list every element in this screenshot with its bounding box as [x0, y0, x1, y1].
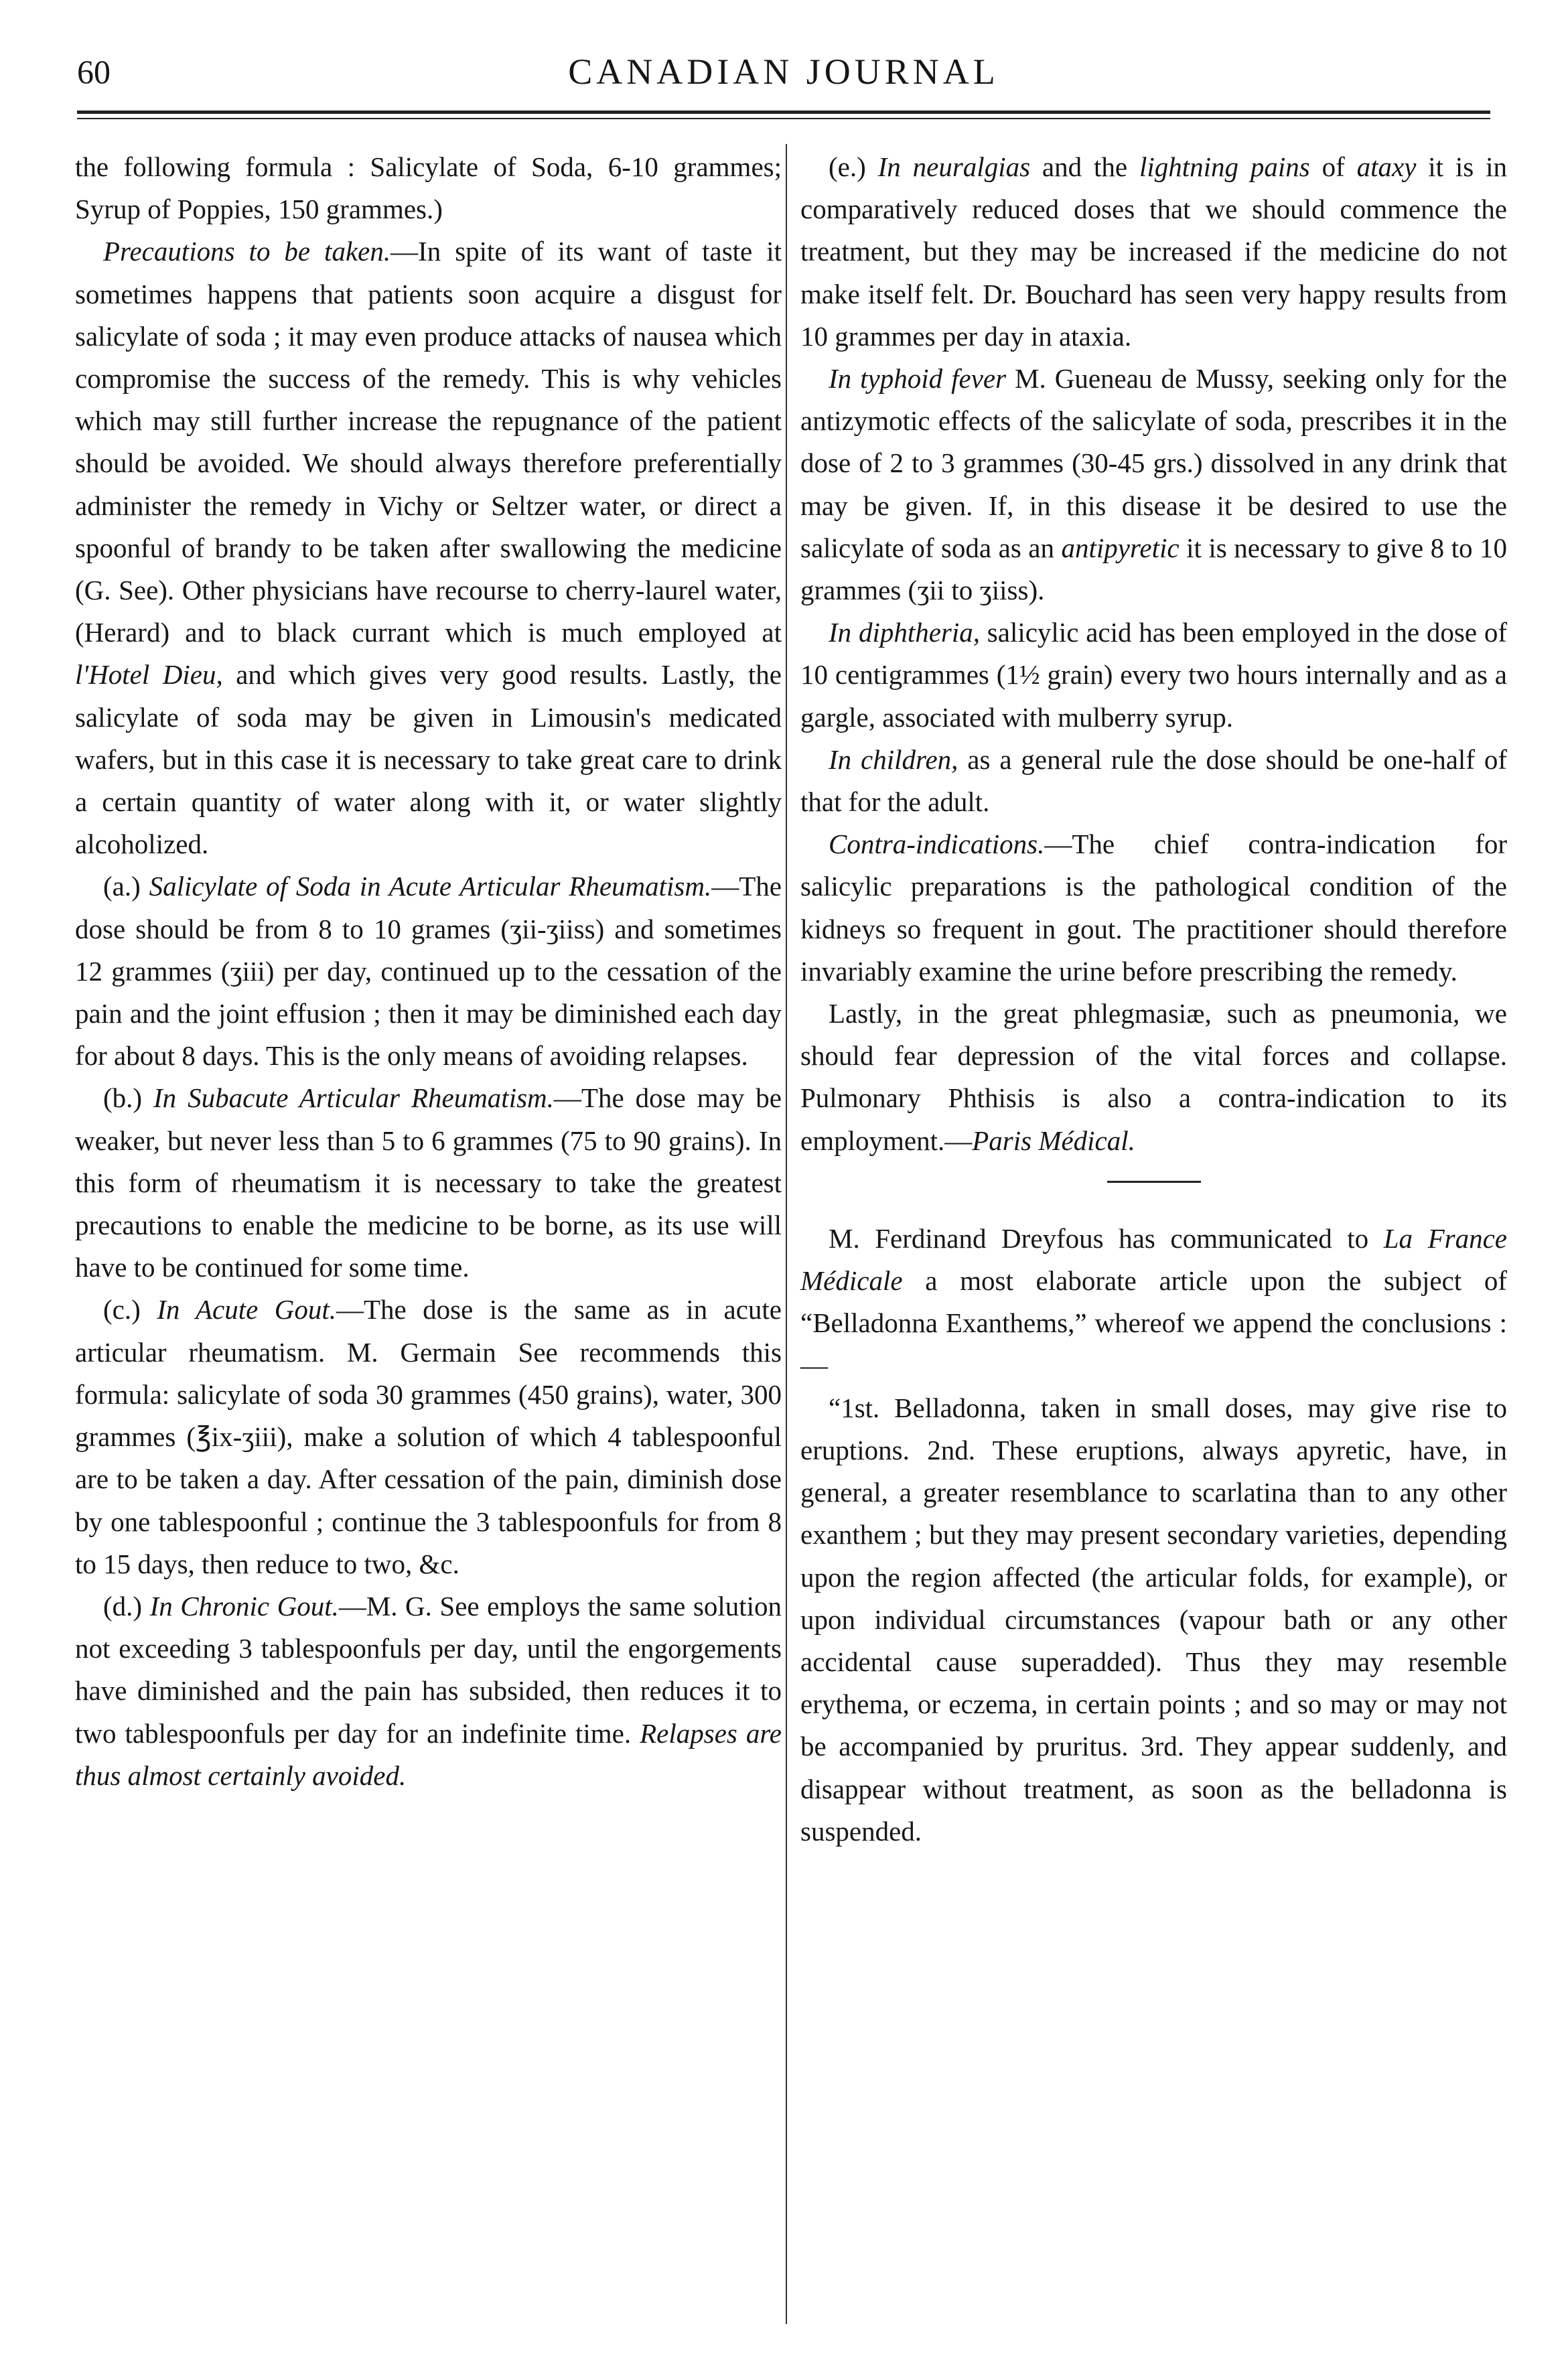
paragraph-text: M. Ferdinand Dreyfous has communicated to — [829, 1222, 1384, 1254]
paragraph-text: and which gives very good results. Lastly, the salicylate of soda may be given in Limousin's medicated wafers, but in this case it is necessary to take great care to drink a certain quantity of water along with it, or water slightly alcoholized. — [75, 659, 782, 860]
paragraph-text: “1st. Belladonna, taken in small doses, may give rise to eruptions. 2nd. These eruptions, always apyretic, have, in general, a greater resemblance to scarlatina than to any other exanthem ; but they may present secondary varieties, depending upon the region affected (the articular folds, for example), or upon individual circumstances (vapour bath or any other accidental cause superadded). Thus they may resemble erythema, or eczema, in certain points ; and so may or may not be accompanied by pruritus. 3rd. They appear suddenly, and disappear without treatment, as soon as the belladonna is suspended. — [800, 1392, 1507, 1847]
paragraph-typhoid — [800, 358, 1507, 612]
paragraph-text: M. Gueneau de Mussy, seeking only for the antizymotic effects of the salicylate of soda, prescribes it in the dose of 2 to 3 grammes (30-45 grs.) dissolved in any drink that may be given. If, in this disease it be desired to use the salicylate of soda as an — [800, 363, 1507, 563]
running-title: CANADIAN JOURNAL — [568, 52, 999, 92]
section-heading: In diphtheria, — [829, 617, 981, 648]
paragraph-precautions — [75, 230, 782, 865]
paragraph — [75, 146, 782, 230]
paragraph-acute-articular — [75, 865, 782, 1077]
italic-text: ataxy — [1356, 151, 1417, 182]
header-rule-thick — [77, 111, 1490, 114]
paragraph-acute-gout — [75, 1289, 782, 1585]
paragraph-text: —The dose should be from 8 to 10 grames (ʒii-ʒiiss) and sometimes 12 grammes (ʒiii) per day, continued up to the cessation of the pain and the joint effusion ; then it may be diminished each day for about 8 days. This is the only means of avoiding relapses. — [75, 871, 782, 1072]
italic-text: Relapses are thus almost certainly avoided. — [75, 1717, 782, 1791]
item-label: (e.) — [829, 151, 866, 182]
left-column — [75, 146, 782, 1797]
paragraph-text: of — [1309, 151, 1357, 182]
section-separator — [1107, 1181, 1201, 1183]
paragraph-text: —The chief contra-indication for salicylic preparations is the pathological condition of the kidneys so frequent in gout. The practitioner should therefore invariably examine the urine before prescribing the remedy. — [800, 829, 1507, 987]
section-heading: Precautions to be taken. — [103, 236, 391, 267]
page-header — [77, 27, 1490, 107]
paragraph-text: —The dose is the same as in acute articular rheumatism. M. Germain See recommends this formula: salicylate of soda 30 grammes (450 grains), water, 300 grammes (℥ix-ʒiii), make a solution of which 4 tablespoonful are to be taken a day. After cessation of the pain, diminish dose by one tablespoonful ; continue the 3 tablespoonfuls for from 8 to 15 days, then reduce to two, &c. — [75, 1294, 782, 1579]
item-label: (d.) — [103, 1590, 143, 1622]
paragraph-phlegmasiae — [800, 993, 1507, 1162]
page-number: 60 — [77, 53, 111, 90]
item-label: (b.) — [103, 1082, 143, 1114]
paragraph-chronic-gout — [75, 1585, 782, 1797]
section-heading: In Subacute Articular Rheumatism. — [153, 1082, 554, 1114]
header-rule-thin — [77, 118, 1490, 119]
paragraph-subacute — [75, 1077, 782, 1289]
section-heading: In Acute Gout. — [157, 1294, 337, 1325]
paragraph-dreyfous — [800, 1218, 1507, 1387]
source-citation: Paris Médical. — [972, 1125, 1135, 1156]
paragraph-neuralgias — [800, 146, 1507, 358]
item-label: (a.) — [103, 871, 141, 902]
paragraph-text: —M. G. See employs the same solution not exceeding 3 tablespoonfuls per day, until the engorgements have diminished and the pain has subsided, then reduces it to two tablespoonfuls per day for an indefinite time. — [75, 1590, 782, 1749]
paragraph-text: salicylic acid has been employed in the dose of 10 centigrammes (1½ grain) every two hours internally and as a gargle, associated with mulberry syrup. — [800, 617, 1507, 733]
section-heading: In typhoid fever — [829, 363, 1007, 394]
paragraph-text: —In spite of its want of taste it sometimes happens that patients soon acquire a disgust for salicylate of soda ; it may even produce attacks of nausea which compromise the success of the remedy. This is why vehicles which may still further increase the repugnance of the patient should be avoided. We should always therefore preferentially administer the remedy in Vichy or Seltzer water, or direct a spoonful of brandy to be taken after swallowing the medicine (G. See). Other physicians have recourse to cherry-laurel water, (Herard) and to black currant which is much employed at — [75, 236, 782, 648]
right-column — [800, 146, 1507, 1853]
section-heading: In Chronic Gout. — [149, 1590, 339, 1622]
section-heading: In neuralgias — [877, 151, 1031, 182]
paragraph-diphtheria — [800, 612, 1507, 739]
paragraph-text: the following formula : Salicylate of Soda, 6-10 grammes; Syrup of Poppies, 150 grammes.) — [75, 151, 782, 225]
item-label: (c.) — [103, 1294, 141, 1325]
paragraph-text: a most elaborate article upon the subject of “Belladonna Exanthems,” whereof we append the conclusions :— — [800, 1265, 1507, 1381]
italic-text: antipyretic — [1061, 532, 1180, 563]
italic-text: l'Hotel Dieu, — [75, 659, 223, 691]
section-heading: In children, — [829, 743, 958, 775]
paragraph-text: it is necessary to give 8 to 10 grammes (ʒii to ʒiiss). — [800, 532, 1507, 606]
paragraph-children — [800, 739, 1507, 823]
italic-text: La France Médicale — [800, 1222, 1508, 1297]
section-heading: Salicylate of Soda in Acute Articular Rheumatism. — [149, 871, 712, 902]
italic-text: lightning pains — [1139, 151, 1310, 182]
paragraph-conclusions — [800, 1387, 1507, 1853]
column-divider — [786, 144, 787, 2324]
section-heading: Contra-indications. — [829, 829, 1045, 860]
paragraph-text: it is in comparatively reduced doses that we should commence the treatment, but they may be increased if the medicine do not make itself felt. Dr. Bouchard has seen very happy results from 10 grammes per day in ataxia. — [800, 151, 1508, 352]
paragraph-text: —The dose may be weaker, but never less than 5 to 6 grammes (75 to 90 grains). In this form of rheumatism it is necessary to take the greatest precautions to enable the medicine to be borne, as its use will have to be continued for some time. — [75, 1082, 782, 1283]
paragraph-text: and the — [1030, 151, 1139, 182]
paragraph-text: as a general rule the dose should be one-half of that for the adult. — [800, 743, 1508, 818]
paragraph-text: Lastly, in the great phlegmasiæ, such as pneumonia, we should fear depression of the vital forces and collapse. Pulmonary Phthisis is also a contra-indication to its employment.— — [800, 998, 1507, 1156]
paragraph-contra-indications — [800, 823, 1507, 993]
